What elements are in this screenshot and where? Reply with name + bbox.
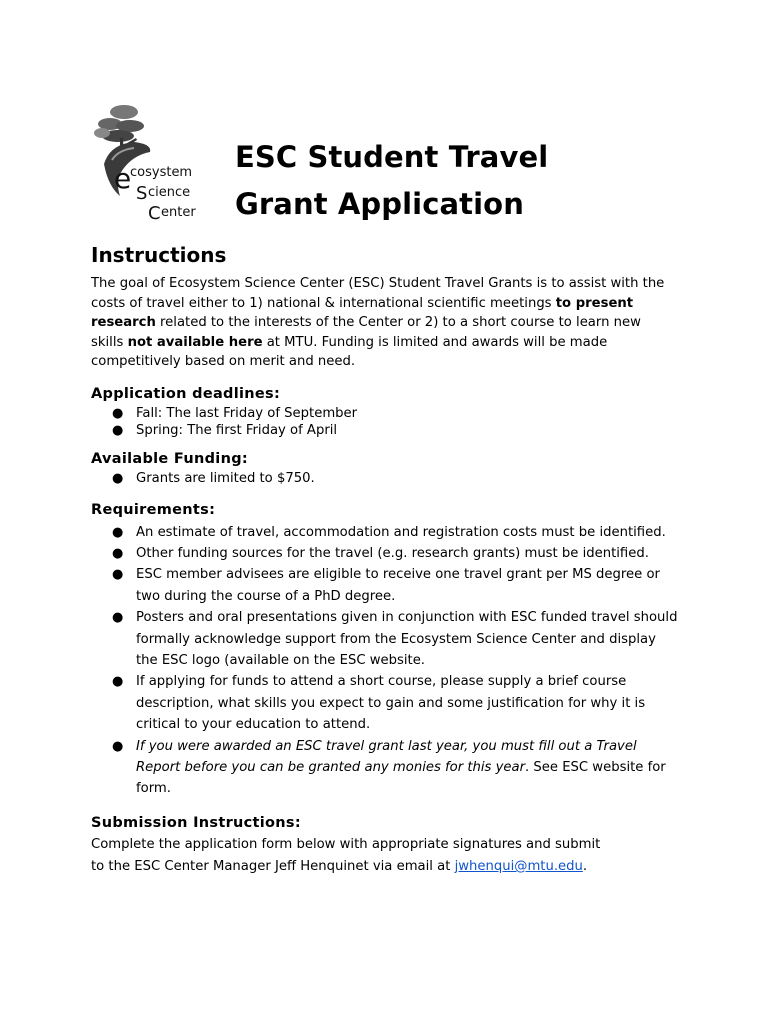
bullet-icon: ●: [112, 524, 124, 540]
email-link[interactable]: jwhenqui@mtu.edu: [454, 858, 583, 874]
instructions-paragraph: [91, 274, 676, 372]
page-title: [235, 134, 548, 228]
requirements-heading: Requirements:: [91, 501, 216, 518]
intro-bold-1: to present research: [91, 295, 634, 330]
ecosystem-science-center-logo: [90, 100, 210, 230]
bullet-icon: ●: [112, 738, 124, 754]
deadlines-heading: Application deadlines:: [91, 385, 281, 402]
document-body: [91, 238, 691, 878]
intro-text-1: The goal of Ecosystem Science Center (ESC) Student Travel Grants is to assist with the costs of travel either to 1) national & international scientific meetings: [91, 276, 665, 311]
requirement-6-rest: . See ESC website for form.: [136, 759, 666, 797]
bullet-icon: ●: [112, 545, 124, 561]
logo-word-ecosystem: cosystem: [130, 165, 193, 180]
list-item: [91, 736, 681, 800]
list-item: [91, 607, 681, 671]
requirement-2: Other funding sources for the travel (e.g. research grants) must be identified.: [136, 545, 649, 561]
list-item: [91, 671, 681, 735]
submission-period: .: [582, 858, 588, 874]
bullet-icon: ●: [112, 674, 124, 690]
list-item: [91, 564, 681, 607]
intro-text-3: at MTU. Funding is limited and awards will be made competitively based on merit and need.: [91, 334, 608, 369]
intro-bold-2: not available here: [127, 334, 263, 350]
list-item: [91, 422, 691, 439]
submission-line-1: Complete the application form below with appropriate signatures and submit: [91, 836, 601, 852]
requirement-6-italic: If you were awarded an ESC travel grant last year, you must fill out a Travel Report before you can be granted any monies for this year: [136, 738, 637, 775]
bullet-icon: ●: [112, 405, 124, 421]
bullet-icon: ●: [112, 470, 124, 486]
logo-word-science: cience: [148, 185, 191, 200]
requirement-3: ESC member advisees are eligible to receive one travel grant per MS degree or two during the course of a PhD degree.: [136, 567, 660, 604]
logo-initial-s: S: [136, 183, 148, 204]
deadline-spring: Spring: The first Friday of April: [136, 422, 338, 438]
deadline-fall: Fall: The last Friday of September: [136, 405, 358, 421]
funding-heading: Available Funding:: [91, 450, 248, 467]
list-item: [91, 405, 691, 422]
logo-initial-c: C: [148, 203, 161, 224]
bullet-icon: ●: [112, 610, 124, 626]
bullet-icon: ●: [112, 567, 124, 583]
submission-line-2: [91, 856, 691, 878]
instructions-heading: Instructions: [91, 243, 227, 267]
logo-initial-e: e: [114, 162, 132, 195]
requirement-5: If applying for funds to attend a short course, please supply a brief course description, what skills you expect to gain and some justification for why it is critical to your education to attend.: [136, 674, 646, 733]
list-item: [91, 470, 691, 487]
deadlines-list: [91, 405, 691, 439]
funding-list: [91, 470, 691, 487]
intro-text-2: related to the interests of the Center or 2) to a short course to learn new skills: [91, 315, 641, 350]
title-line-2: Grant Application: [235, 187, 524, 221]
requirement-4: Posters and oral presentations given in conjunction with ESC funded travel should formally acknowledge support from the Ecosystem Science Center and display the ESC logo (available on the ESC website.: [136, 610, 678, 668]
requirement-1: An estimate of travel, accommodation and registration costs must be identified.: [136, 524, 666, 540]
submission-heading: Submission Instructions:: [91, 814, 301, 831]
bullet-icon: ●: [112, 422, 124, 438]
requirements-list: [91, 522, 691, 800]
funding-limit: Grants are limited to $750.: [136, 470, 315, 486]
title-line-1: ESC Student Travel: [235, 140, 549, 174]
list-item: [91, 522, 681, 543]
list-item: [91, 543, 681, 564]
submission-text: to the ESC Center Manager Jeff Henquinet via email at: [91, 858, 455, 874]
logo-word-center: enter: [161, 205, 196, 220]
